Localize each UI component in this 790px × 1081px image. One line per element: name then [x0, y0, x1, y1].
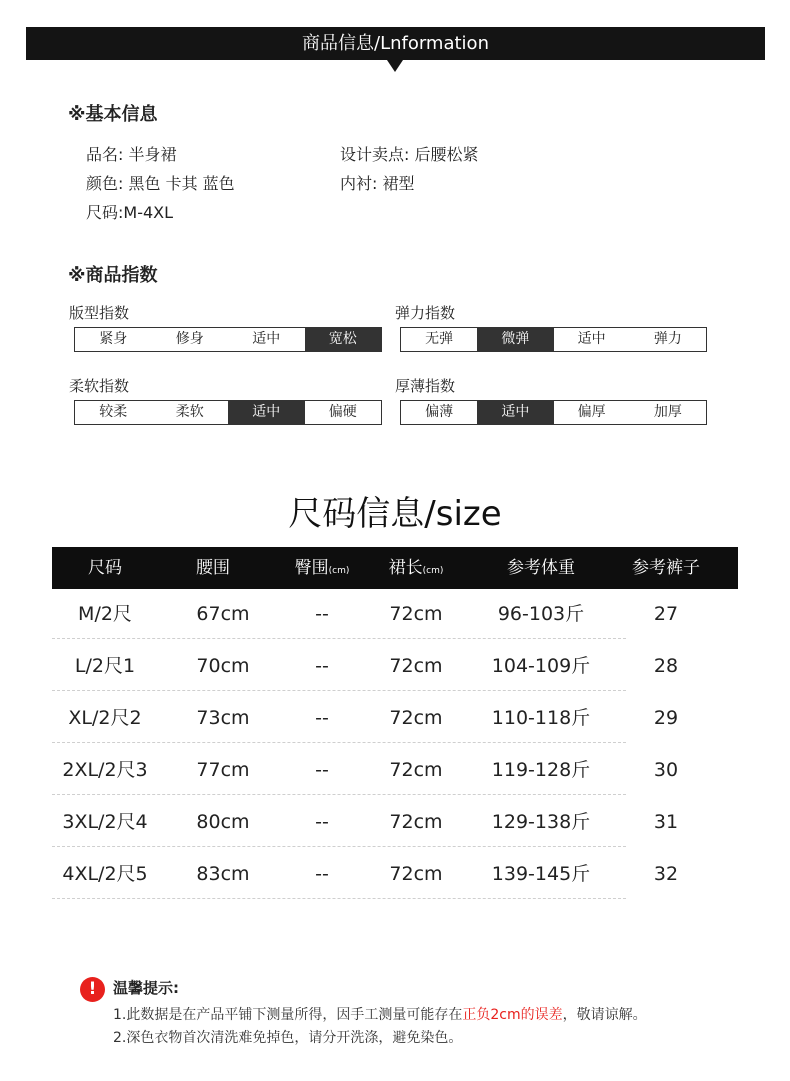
note-line-1-end: ，敬请谅解。 [562, 1007, 647, 1023]
size-table-header [52, 547, 738, 589]
cell-length: 72cm [389, 603, 443, 625]
cell-pants: 28 [653, 655, 679, 677]
index-option: 紧身 [99, 331, 128, 347]
index-row-fit [74, 327, 382, 352]
cell-hip: -- [315, 863, 329, 885]
header-weight: 参考体重 [507, 558, 575, 578]
index-option: 修身 [175, 331, 204, 347]
index-option: 无弹 [425, 331, 454, 347]
cell-hip: -- [315, 655, 329, 677]
cell-length: 72cm [389, 707, 443, 729]
index-option: 柔软 [175, 404, 204, 420]
index-option: 适中 [252, 331, 281, 347]
row-divider [52, 794, 626, 795]
size-section-title: 尺码信息/size [288, 494, 502, 534]
index-label-thickness: 厚薄指数 [395, 377, 456, 395]
cell-waist: 83cm [196, 863, 250, 885]
cell-waist: 77cm [196, 759, 250, 781]
table-row [52, 744, 738, 796]
header-waist: 腰围 [196, 558, 230, 578]
basic-info-heading: ※基本信息 [68, 104, 158, 125]
cell-waist: 70cm [196, 655, 250, 677]
index-option: 较柔 [99, 404, 128, 420]
cell-size: 3XL/2尺4 [62, 811, 148, 833]
table-row [52, 796, 738, 848]
cell-size: M/2尺 [78, 603, 132, 625]
cell-pants: 32 [653, 863, 679, 885]
banner-title: 商品信息/Lnformation [302, 33, 489, 54]
cell-weight: 110-118斤 [491, 707, 591, 729]
cell-hip: -- [315, 707, 329, 729]
cell-length: 72cm [389, 863, 443, 885]
cell-size: L/2尺1 [74, 655, 136, 677]
product-lining: 内衬: 裙型 [340, 174, 415, 193]
cell-pants: 29 [653, 707, 679, 729]
product-name: 品名: 半身裙 [86, 145, 177, 164]
header-hip: 臀围(cm) [294, 558, 350, 578]
row-divider [52, 846, 626, 847]
cell-pants: 31 [653, 811, 679, 833]
table-row [52, 588, 738, 640]
table-row [52, 692, 738, 744]
cell-length: 72cm [389, 811, 443, 833]
index-option: 偏硬 [328, 404, 357, 420]
cell-size: XL/2尺2 [68, 707, 142, 729]
index-option: 偏厚 [577, 404, 606, 420]
row-divider [52, 742, 626, 743]
selling-point: 设计卖点: 后腰松紧 [340, 145, 479, 164]
product-size-range: 尺码:M-4XL [86, 203, 174, 222]
index-row-thickness [400, 400, 707, 425]
cell-waist: 73cm [196, 707, 250, 729]
note-line-1 [113, 1004, 647, 1024]
index-label-fit: 版型指数 [69, 304, 130, 322]
header-pants: 参考裤子 [632, 558, 700, 578]
index-row-softness [74, 400, 382, 425]
index-option: 适中 [477, 401, 553, 424]
index-option: 微弹 [477, 328, 553, 351]
index-option: 适中 [228, 401, 305, 424]
cell-weight: 96-103斤 [497, 603, 585, 625]
row-divider [52, 690, 626, 691]
index-option: 宽松 [305, 328, 382, 351]
row-divider [52, 638, 626, 639]
index-option: 适中 [577, 331, 606, 347]
header-size: 尺码 [88, 558, 122, 578]
index-option: 加厚 [653, 404, 682, 420]
table-row [52, 848, 738, 900]
warning-icon: ! [80, 977, 105, 1002]
cell-length: 72cm [389, 759, 443, 781]
table-row [52, 640, 738, 692]
index-option: 偏薄 [425, 404, 454, 420]
notes-title: 温馨提示: [113, 979, 179, 997]
banner-pointer [387, 60, 403, 72]
note-line-1-text: 1.此数据是在产品平铺下测量所得，因手工测量可能存在 [113, 1007, 463, 1023]
cell-weight: 129-138斤 [491, 811, 591, 833]
cell-weight: 139-145斤 [491, 863, 591, 885]
cell-length: 72cm [389, 655, 443, 677]
cell-hip: -- [315, 603, 329, 625]
cell-waist: 80cm [196, 811, 250, 833]
cell-pants: 27 [653, 603, 679, 625]
product-index-heading: ※商品指数 [68, 265, 158, 286]
cell-weight: 104-109斤 [491, 655, 591, 677]
cell-hip: -- [315, 811, 329, 833]
index-option: 弹力 [653, 331, 682, 347]
header-banner [26, 27, 765, 60]
row-divider [52, 898, 626, 899]
cell-size: 4XL/2尺5 [62, 863, 148, 885]
cell-hip: -- [315, 759, 329, 781]
note-highlight: 正负2cm的误差 [462, 1007, 563, 1023]
note-line-2: 2.深色衣物首次清洗难免掉色，请分开洗涤，避免染色。 [113, 1030, 463, 1046]
cell-waist: 67cm [196, 603, 250, 625]
cell-weight: 119-128斤 [491, 759, 591, 781]
index-label-elasticity: 弹力指数 [395, 304, 456, 322]
product-color: 颜色: 黑色 卡其 蓝色 [86, 174, 235, 193]
cell-pants: 30 [653, 759, 679, 781]
index-row-elasticity [400, 327, 707, 352]
index-label-softness: 柔软指数 [69, 377, 130, 395]
header-length: 裙长(cm) [388, 558, 444, 578]
cell-size: 2XL/2尺3 [62, 759, 148, 781]
